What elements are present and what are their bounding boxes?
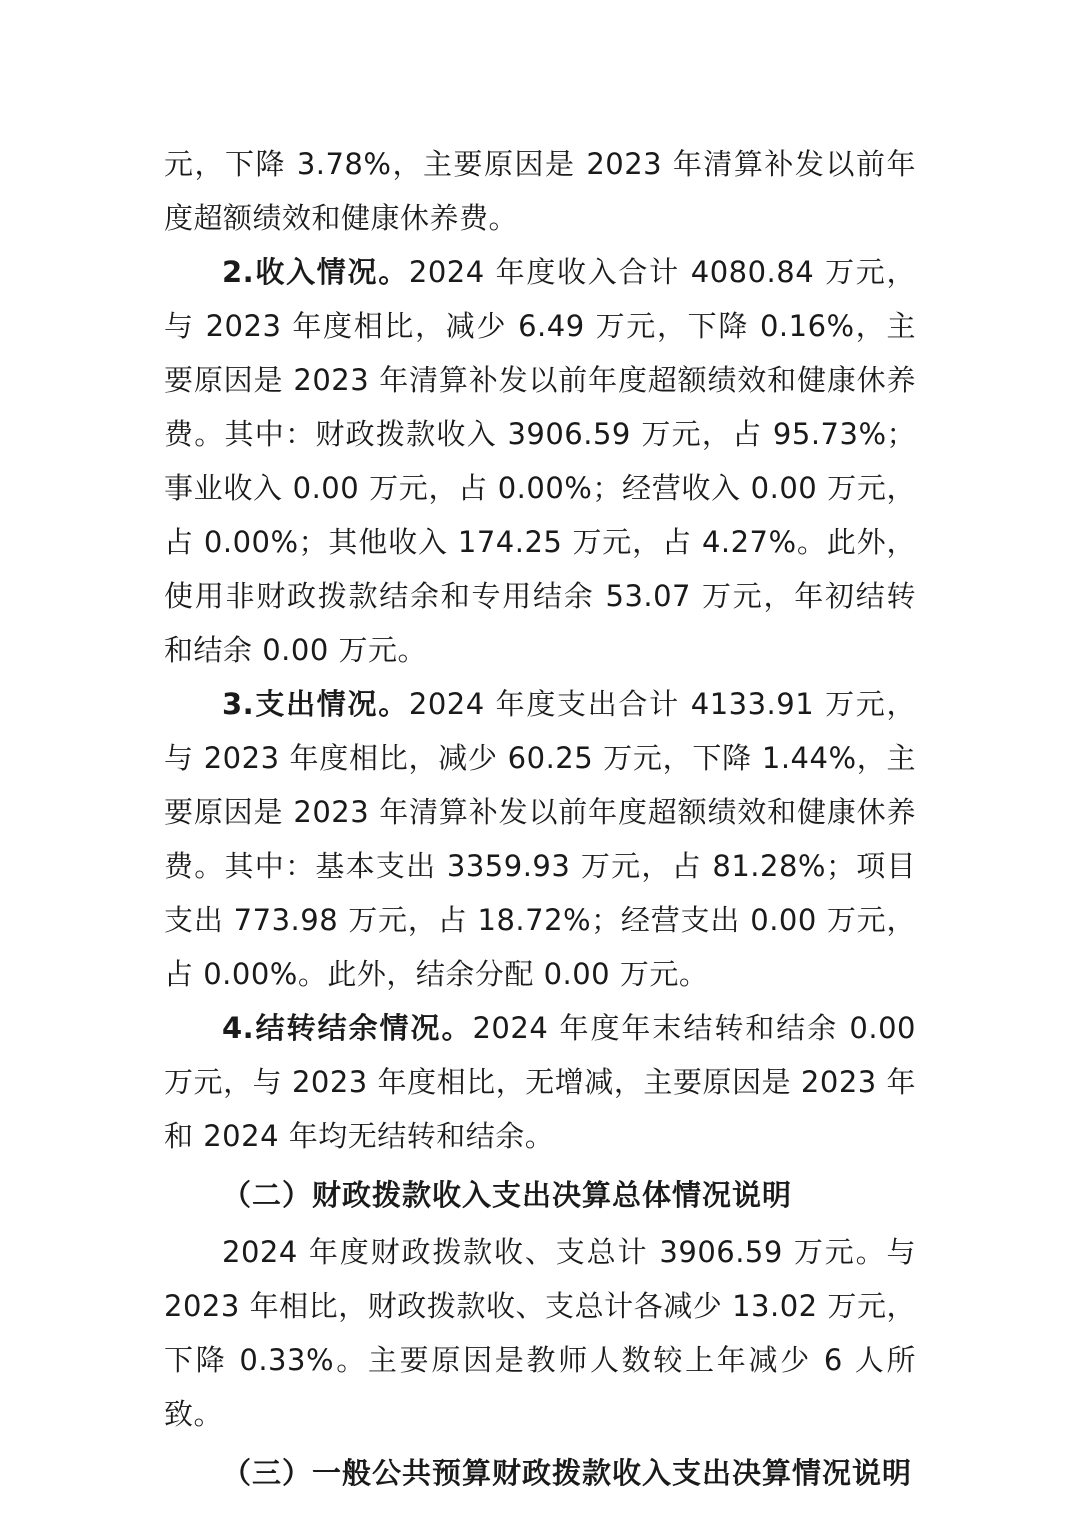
- paragraph-continuation: 元，下降 3.78%，主要原因是 2023 年清算补发以前年度超额绩效和健康休养费。: [164, 147, 916, 235]
- section-heading-2: （二）财政拨款收入支出决算总体情况说明: [222, 1178, 793, 1212]
- paragraph-section2: 2024 年度财政拨款收、支总计 3906.59 万元。与 2023 年相比，财政拨款收、支总计各减少 13.02 万元，下降 0.33%。主要原因是教师人数较上年减少 6 人所致。: [164, 1235, 916, 1431]
- paragraph-carryover: [164, 1001, 916, 1163]
- section-heading-3: （三）一般公共预算财政拨款收入支出决算情况说明: [222, 1456, 913, 1490]
- carryover-lead: 4.结转结余情况。: [222, 1011, 473, 1045]
- paragraph-income: [164, 245, 916, 677]
- expense-text: 2024 年度支出合计 4133.91 万元，与 2023 年度相比，减少 60.25 万元，下降 1.44%，主要原因是 2023 年清算补发以前年度超额绩效和健康休养费。其中：基本支出 3359.93 万元，占 81.28%；项目支出 773.98 万元，占 18.72%；经营支出 0.00 万元，占 0.00%。此外，结余分配 0.00 万元。: [164, 687, 916, 991]
- income-text: 2024 年度收入合计 4080.84 万元，与 2023 年度相比，减少 6.49 万元，下降 0.16%，主要原因是 2023 年清算补发以前年度超额绩效和健康休养费。其中：财政拨款收入 3906.59 万元，占 95.73%；事业收入 0.00 万元，占 0.00%；经营收入 0.00 万元，占 0.00%；其他收入 174.25 万元，占 4.27%。此外，使用非财政拨款结余和专用结余 53.07 万元，年初结转和结余 0.00 万元。: [164, 255, 916, 667]
- income-lead: 2.收入情况。: [222, 255, 409, 289]
- expense-lead: 3.支出情况。: [222, 687, 409, 721]
- carryover-text: 2024 年度年末结转和结余 0.00 万元，与 2023 年度相比，无增减，主要原因是 2023 年和 2024 年均无结转和结余。: [164, 1011, 916, 1153]
- document-page: [164, 137, 916, 1503]
- paragraph-expense: [164, 677, 916, 1001]
